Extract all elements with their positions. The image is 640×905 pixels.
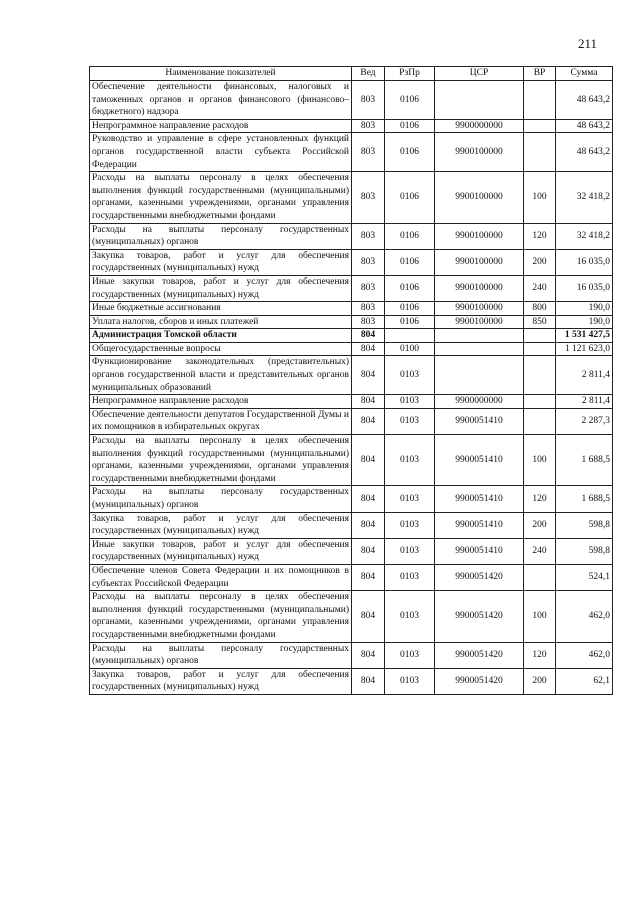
table-row <box>90 81 613 120</box>
row-ved: 803 <box>352 275 385 301</box>
table-row <box>90 435 613 486</box>
row-sum: 32 418,2 <box>556 223 613 249</box>
row-csr: 9900051420 <box>435 642 524 668</box>
row-name: Расходы на выплаты персоналу в целях обеспечения выполнения функций государственными (муниципальными) органами, казенными учреждениями, органами управления государственными внебюджетными фондами <box>90 435 352 486</box>
row-csr: 9900051410 <box>435 486 524 512</box>
row-ved: 803 <box>352 119 385 133</box>
table-row <box>90 564 613 590</box>
row-ved: 803 <box>352 223 385 249</box>
row-rzpr: 0103 <box>385 668 435 694</box>
row-ved: 804 <box>352 342 385 356</box>
row-vr: 100 <box>524 172 556 223</box>
row-ved: 804 <box>352 486 385 512</box>
header-ved: Вед <box>352 67 385 81</box>
row-csr: 9900051410 <box>435 408 524 434</box>
row-ved: 804 <box>352 642 385 668</box>
row-csr <box>435 342 524 356</box>
row-ved: 803 <box>352 81 385 120</box>
row-vr: 240 <box>524 538 556 564</box>
row-sum: 598,8 <box>556 512 613 538</box>
row-sum: 48 643,2 <box>556 133 613 172</box>
row-csr: 9900051420 <box>435 564 524 590</box>
table-row <box>90 223 613 249</box>
row-sum: 524,1 <box>556 564 613 590</box>
table-row <box>90 172 613 223</box>
row-vr <box>524 564 556 590</box>
row-vr <box>524 356 556 395</box>
row-vr <box>524 395 556 409</box>
row-csr: 9900051420 <box>435 668 524 694</box>
row-csr <box>435 81 524 120</box>
row-rzpr: 0103 <box>385 538 435 564</box>
row-sum: 62,1 <box>556 668 613 694</box>
table-row <box>90 512 613 538</box>
row-sum: 1 688,5 <box>556 435 613 486</box>
row-csr: 9900100000 <box>435 275 524 301</box>
row-sum: 16 035,0 <box>556 275 613 301</box>
row-rzpr: 0100 <box>385 342 435 356</box>
row-vr: 240 <box>524 275 556 301</box>
table-row <box>90 342 613 356</box>
table-row <box>90 668 613 694</box>
row-rzpr: 0103 <box>385 486 435 512</box>
table-row <box>90 119 613 133</box>
row-ved: 803 <box>352 133 385 172</box>
row-name: Расходы на выплаты персоналу государственных (муниципальных) органов <box>90 223 352 249</box>
row-ved: 804 <box>352 329 385 343</box>
table-row <box>90 249 613 275</box>
row-name: Иные закупки товаров, работ и услуг для обеспечения государственных (муниципальных) нужд <box>90 538 352 564</box>
table-row <box>90 395 613 409</box>
row-sum: 32 418,2 <box>556 172 613 223</box>
table-row <box>90 302 613 316</box>
table-row <box>90 408 613 434</box>
row-vr: 200 <box>524 668 556 694</box>
row-csr: 9900100000 <box>435 223 524 249</box>
row-vr <box>524 119 556 133</box>
row-vr <box>524 408 556 434</box>
row-sum: 48 643,2 <box>556 119 613 133</box>
row-name: Обеспечение деятельности финансовых, налоговых и таможенных органов и органов финансового (финансово–бюджетного) надзора <box>90 81 352 120</box>
row-vr <box>524 133 556 172</box>
row-vr: 850 <box>524 315 556 329</box>
row-ved: 804 <box>352 512 385 538</box>
row-vr: 100 <box>524 591 556 642</box>
row-csr: 9900100000 <box>435 249 524 275</box>
row-ved: 804 <box>352 395 385 409</box>
row-ved: 803 <box>352 315 385 329</box>
table-row <box>90 591 613 642</box>
row-name: Расходы на выплаты персоналу государственных (муниципальных) органов <box>90 642 352 668</box>
row-csr: 9900051410 <box>435 435 524 486</box>
row-csr: 9900100000 <box>435 315 524 329</box>
table-row <box>90 275 613 301</box>
row-name: Закупка товаров, работ и услуг для обеспечения государственных (муниципальных) нужд <box>90 668 352 694</box>
row-csr: 9900051410 <box>435 512 524 538</box>
row-rzpr: 0106 <box>385 119 435 133</box>
row-ved: 804 <box>352 564 385 590</box>
row-csr: 9900051410 <box>435 538 524 564</box>
row-rzpr: 0106 <box>385 133 435 172</box>
row-rzpr: 0103 <box>385 356 435 395</box>
row-name: Непрограммное направление расходов <box>90 395 352 409</box>
row-rzpr: 0106 <box>385 315 435 329</box>
row-rzpr: 0103 <box>385 642 435 668</box>
row-name: Расходы на выплаты персоналу в целях обеспечения выполнения функций государственными (муниципальными) органами, казенными учреждениями, органами управления государственными внебюджетными фондами <box>90 591 352 642</box>
row-csr: 9900100000 <box>435 133 524 172</box>
row-vr: 200 <box>524 249 556 275</box>
row-ved: 803 <box>352 302 385 316</box>
header-vr: ВР <box>524 67 556 81</box>
table-row <box>90 133 613 172</box>
row-csr: 9900051420 <box>435 591 524 642</box>
table-row <box>90 538 613 564</box>
row-csr <box>435 329 524 343</box>
row-name: Уплата налогов, сборов и иных платежей <box>90 315 352 329</box>
table-row <box>90 356 613 395</box>
header-name: Наименование показателей <box>90 67 352 81</box>
row-rzpr: 0103 <box>385 591 435 642</box>
row-rzpr: 0106 <box>385 275 435 301</box>
header-csr: ЦСР <box>435 67 524 81</box>
row-ved: 804 <box>352 591 385 642</box>
row-ved: 804 <box>352 435 385 486</box>
row-csr: 9900000000 <box>435 395 524 409</box>
row-sum: 598,8 <box>556 538 613 564</box>
table-row <box>90 642 613 668</box>
row-name: Расходы на выплаты персоналу государственных (муниципальных) органов <box>90 486 352 512</box>
row-csr <box>435 356 524 395</box>
page-number: 211 <box>577 36 597 51</box>
row-csr: 9900000000 <box>435 119 524 133</box>
row-name: Непрограммное направление расходов <box>90 119 352 133</box>
table-row <box>90 315 613 329</box>
row-rzpr <box>385 329 435 343</box>
row-rzpr: 0103 <box>385 435 435 486</box>
row-sum: 2 811,4 <box>556 356 613 395</box>
row-vr <box>524 342 556 356</box>
row-sum: 2 811,4 <box>556 395 613 409</box>
row-sum: 16 035,0 <box>556 249 613 275</box>
row-name: Руководство и управление в сфере установленных функций органов государственной власти субъекта Российской Федерации <box>90 133 352 172</box>
row-name: Функционирование законодательных (представительных) органов государственной власти и представительных органов муниципальных образований <box>90 356 352 395</box>
row-vr: 200 <box>524 512 556 538</box>
row-ved: 804 <box>352 356 385 395</box>
row-ved: 804 <box>352 408 385 434</box>
row-sum: 462,0 <box>556 642 613 668</box>
row-rzpr: 0103 <box>385 512 435 538</box>
row-rzpr: 0106 <box>385 172 435 223</box>
row-rzpr: 0106 <box>385 249 435 275</box>
row-sum: 462,0 <box>556 591 613 642</box>
row-rzpr: 0106 <box>385 302 435 316</box>
row-sum: 48 643,2 <box>556 81 613 120</box>
table-header-row <box>90 67 613 81</box>
row-name: Иные бюджетные ассигнования <box>90 302 352 316</box>
row-ved: 804 <box>352 668 385 694</box>
row-vr: 120 <box>524 223 556 249</box>
table-row <box>90 486 613 512</box>
row-vr <box>524 81 556 120</box>
row-csr: 9900100000 <box>435 172 524 223</box>
row-sum: 1 688,5 <box>556 486 613 512</box>
row-vr <box>524 329 556 343</box>
row-rzpr: 0103 <box>385 408 435 434</box>
row-vr: 100 <box>524 435 556 486</box>
row-name: Администрация Томской области <box>90 329 352 343</box>
header-sum: Сумма <box>556 67 613 81</box>
row-sum: 2 287,3 <box>556 408 613 434</box>
row-name: Расходы на выплаты персоналу в целях обеспечения выполнения функций государственными (муниципальными) органами, казенными учреждениями, органами управления государственными внебюджетными фондами <box>90 172 352 223</box>
row-rzpr: 0103 <box>385 564 435 590</box>
header-rzpr: РзПр <box>385 67 435 81</box>
row-ved: 803 <box>352 249 385 275</box>
row-ved: 804 <box>352 538 385 564</box>
row-csr: 9900100000 <box>435 302 524 316</box>
row-vr: 120 <box>524 486 556 512</box>
row-rzpr: 0103 <box>385 395 435 409</box>
row-sum: 1 121 623,0 <box>556 342 613 356</box>
row-sum: 1 531 427,5 <box>556 329 613 343</box>
row-name: Иные закупки товаров, работ и услуг для обеспечения государственных (муниципальных) нужд <box>90 275 352 301</box>
row-ved: 803 <box>352 172 385 223</box>
row-vr: 120 <box>524 642 556 668</box>
budget-table <box>89 66 613 695</box>
row-vr: 800 <box>524 302 556 316</box>
row-name: Обеспечение деятельности депутатов Государственной Думы и их помощников в избирательных округах <box>90 408 352 434</box>
row-name: Закупка товаров, работ и услуг для обеспечения государственных (муниципальных) нужд <box>90 512 352 538</box>
row-rzpr: 0106 <box>385 81 435 120</box>
row-rzpr: 0106 <box>385 223 435 249</box>
row-name: Закупка товаров, работ и услуг для обеспечения государственных (муниципальных) нужд <box>90 249 352 275</box>
row-name: Обеспечение членов Совета Федерации и их помощников в субъектах Российской Федерации <box>90 564 352 590</box>
row-sum: 190,0 <box>556 315 613 329</box>
row-sum: 190,0 <box>556 302 613 316</box>
row-name: Общегосударственные вопросы <box>90 342 352 356</box>
table-row <box>90 329 613 343</box>
